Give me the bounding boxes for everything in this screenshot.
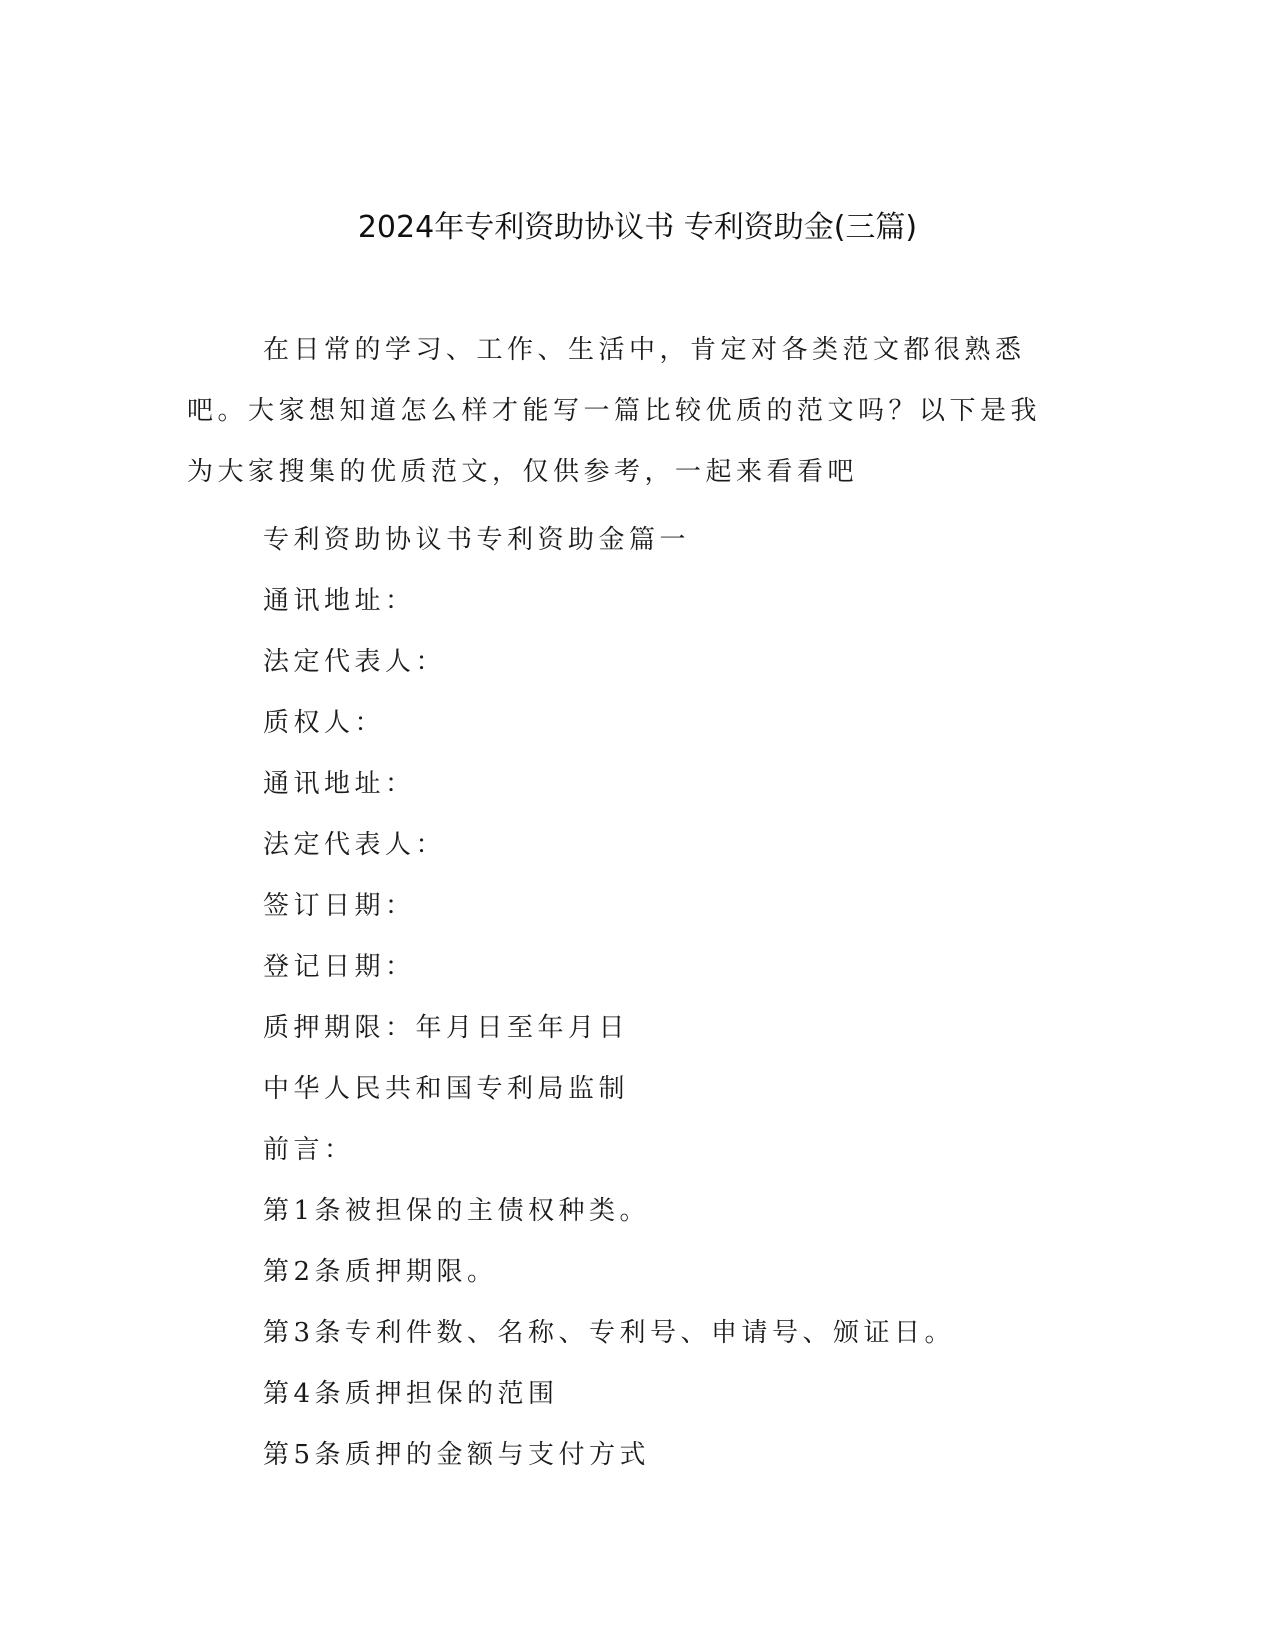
- body-line: 通讯地址：: [263, 769, 416, 799]
- article-line: 第5条质押的金额与支付方式: [263, 1440, 651, 1470]
- section-heading: 专利资助协议书专利资助金篇一: [263, 525, 691, 555]
- body-line: 法定代表人：: [263, 830, 447, 860]
- body-line: 法定代表人：: [263, 647, 447, 677]
- body-line: 通讯地址：: [263, 586, 416, 616]
- body-lines: [263, 510, 1083, 1486]
- body-line: 中华人民共和国专利局监制: [263, 1074, 630, 1104]
- body-line: 登记日期：: [263, 952, 416, 982]
- body-line: 签订日期：: [263, 891, 416, 921]
- document-title: 2024年专利资助协议书 专利资助金(三篇): [357, 210, 918, 245]
- body-line: 质押期限：年月日至年月日: [263, 1013, 630, 1043]
- intro-paragraph: 在日常的学习、工作、生活中，肯定对各类范文都很熟悉吧。大家想知道怎么样才能写一篇比较优质的范文吗？以下是我为大家搜集的优质范文，仅供参考，一起来看看吧: [187, 335, 1042, 487]
- body-line: 前言：: [263, 1135, 355, 1165]
- article-line: 第3条专利件数、名称、专利号、申请号、颁证日。: [263, 1318, 956, 1348]
- article-line: 第1条被担保的主债权种类。: [263, 1196, 651, 1226]
- article-line: 第4条质押担保的范围: [263, 1379, 559, 1409]
- body-line: 质权人：: [263, 708, 386, 738]
- article-line: 第2条质押期限。: [263, 1257, 498, 1287]
